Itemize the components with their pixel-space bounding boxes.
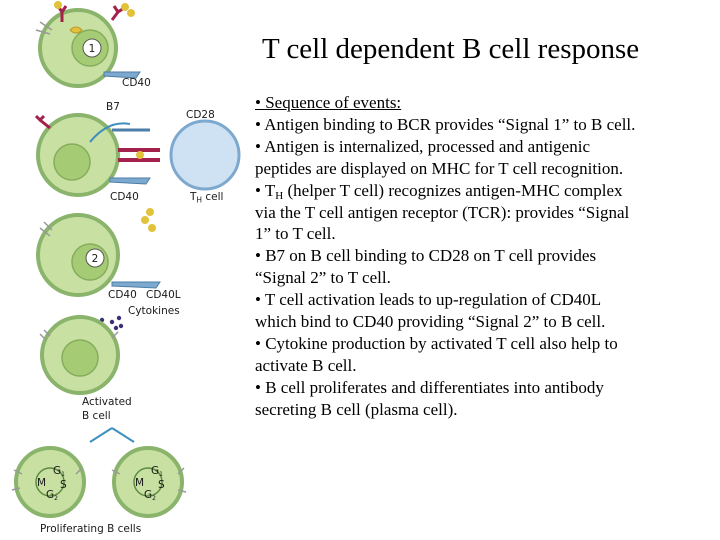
stage-tcr-binding xyxy=(36,101,239,205)
proliferating-label: Proliferating B cells xyxy=(40,523,142,535)
cycle-m-right: M xyxy=(135,477,145,489)
activated-label-line1: Activated xyxy=(82,396,132,408)
cd40l-receptor-icon xyxy=(112,282,160,288)
bullet-line: • B7 on B cell binding to CD28 on T cell provides xyxy=(255,246,597,266)
split-arrow-icon xyxy=(90,428,134,442)
cycle-g2-left: G2 xyxy=(46,489,58,502)
stage-activated xyxy=(40,317,134,442)
bullet-line: • Cytokine production by activated T cell also help to xyxy=(255,333,618,353)
antigen-icon xyxy=(141,216,149,224)
cycle-g1-right: G1 xyxy=(151,465,163,478)
bullet-line: • T cell activation leads to up-regulation of CD40L xyxy=(255,290,602,310)
cd40-low-label: CD40 xyxy=(108,289,137,301)
activated-b-cell-nucleus xyxy=(62,340,98,376)
antigen-icon xyxy=(121,3,129,11)
bullet-line-th: • $T_H$ (helper T cell) recognizes antigen-MHC complex xyxy=(255,180,623,202)
bullet-line: “Signal 2” to T cell. xyxy=(255,268,391,288)
antigen-icon xyxy=(148,224,156,232)
bullet-line: via the T cell antigen receptor (TCR): provides “Signal xyxy=(255,202,630,222)
bullet-line: • B cell proliferates and differentiates into antibody xyxy=(255,377,604,397)
antigen-icon xyxy=(146,208,154,216)
internalized-antigen-icon xyxy=(70,27,82,33)
b7-label: B7 xyxy=(106,101,120,113)
stage-proliferating xyxy=(12,448,186,535)
cycle-m-left: M xyxy=(37,477,47,489)
bullet-line: which bind to CD40 providing “Signal 2” to B cell. xyxy=(255,312,606,332)
proliferating-b-cell-right xyxy=(114,448,182,516)
cd40-receptor-icon xyxy=(110,178,150,184)
cd40-top-label: CD40 xyxy=(122,77,151,89)
cd28-label: CD28 xyxy=(186,109,215,121)
slide-title: T cell dependent B cell response xyxy=(262,33,640,65)
signal2-label: 2 xyxy=(91,253,99,265)
cycle-g1-left: G1 xyxy=(53,465,65,478)
peptide-icon xyxy=(136,151,144,159)
stage-signal1 xyxy=(36,1,151,89)
cd40-mid-label: CD40 xyxy=(110,191,139,203)
antigen-icon xyxy=(127,9,135,17)
cytokines-label: Cytokines xyxy=(128,305,180,317)
stage-signal2 xyxy=(38,208,181,337)
antigen-icon xyxy=(54,1,62,9)
bullet-line: • Antigen is internalized, processed and antigenic xyxy=(255,136,590,156)
cycle-s-right: S xyxy=(158,479,165,491)
bullet-line: • Antigen binding to BCR provides “Signal 1” to B cell. xyxy=(255,114,636,134)
cycle-s-left: S xyxy=(60,479,67,491)
bullet-line: • Sequence of events: xyxy=(255,93,402,112)
activated-label-line2: B cell xyxy=(82,410,111,422)
bullet-line: 1” to T cell. xyxy=(255,224,336,244)
bullet-line: secreting B cell (plasma cell). xyxy=(255,399,458,419)
th-cell-label: $T_H$ cell xyxy=(190,191,224,205)
signal1-label: 1 xyxy=(88,43,96,55)
cycle-g2-right: G2 xyxy=(144,489,156,502)
bullet-line: activate B cell. xyxy=(255,355,357,375)
bullet-line: peptides are displayed on MHC for T cell recognition. xyxy=(255,158,624,178)
proliferating-b-cell-left xyxy=(16,448,84,516)
t-helper-cell xyxy=(171,121,239,189)
bullet-list xyxy=(255,92,713,421)
t-cell-b-cell-diagram xyxy=(0,0,245,540)
bcr-receptor-icon xyxy=(36,116,50,128)
b-cell-nucleus-stage2 xyxy=(54,144,90,180)
cd40l-label: CD40L xyxy=(146,289,181,301)
